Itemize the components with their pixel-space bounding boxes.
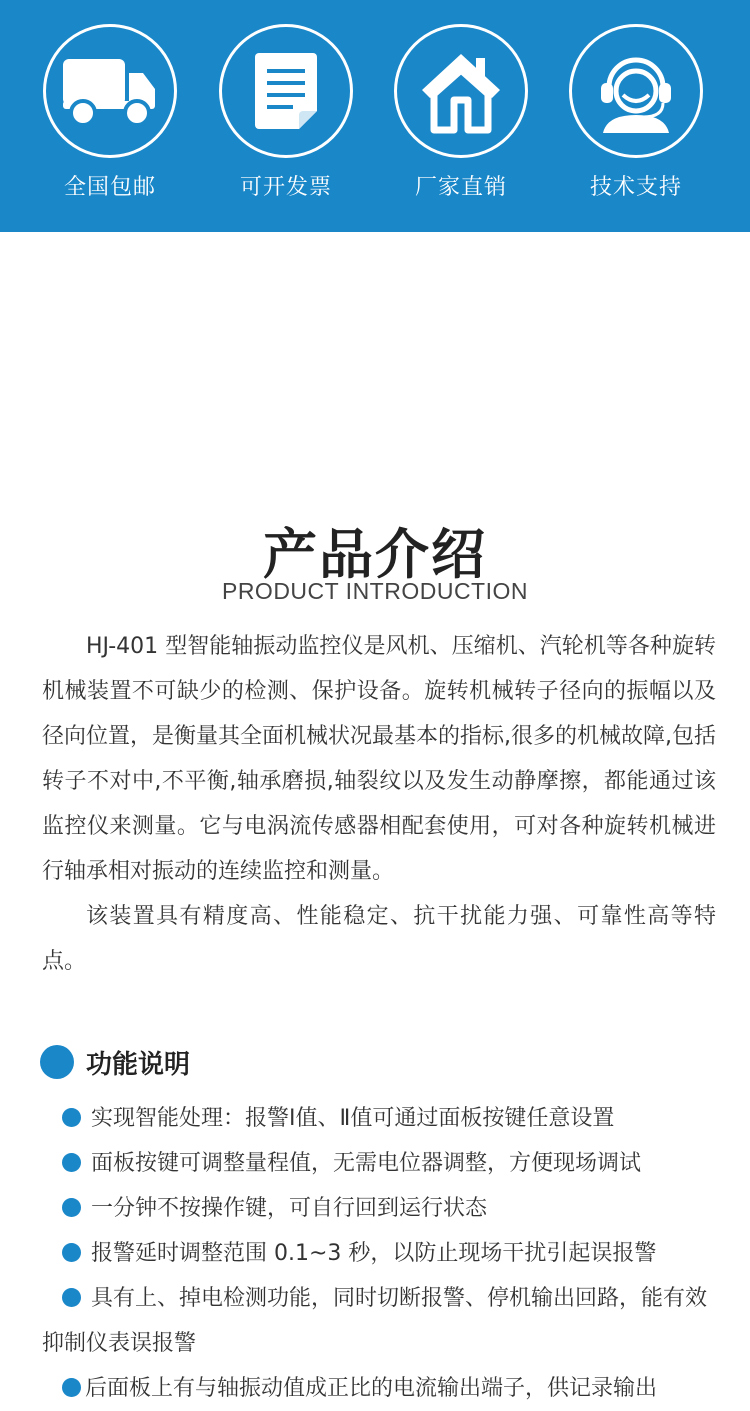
- list-item: [42, 1366, 716, 1411]
- feature-label: 技术支持: [589, 175, 682, 200]
- feature-circle: [219, 24, 353, 158]
- list-item-text: 面板按键可调整量程值，无需电位器调整，方便现场调试: [91, 1151, 642, 1176]
- list-item-text: 具有上、掉电检测功能，同时切断报警、停机输出回路，能有效抑制仪表误报警: [42, 1286, 708, 1356]
- list-item-text: 报警延时调整范围 0.1~3 秒，以防止现场干扰引起误报警: [91, 1241, 657, 1266]
- feature-circle: [43, 24, 177, 158]
- feature-tech-support: [566, 24, 706, 201]
- list-item: [42, 1096, 716, 1141]
- house-icon: [416, 48, 506, 134]
- functions-list: [42, 1096, 716, 1411]
- list-item: [42, 1231, 716, 1276]
- bullet-icon: [62, 1153, 81, 1172]
- feature-invoice: [216, 24, 356, 201]
- bullet-icon: [62, 1198, 81, 1217]
- list-item-text: 实现智能处理：报警Ⅰ值、Ⅱ值可通过面板按键任意设置: [91, 1106, 615, 1131]
- feature-label: 可开发票: [239, 175, 332, 200]
- bullet-icon: [62, 1243, 81, 1262]
- list-item: [42, 1276, 716, 1366]
- bullet-icon: [62, 1288, 81, 1307]
- intro-paragraph: HJ-401 型智能轴振动监控仪是风机、压缩机、汽轮机等各种旋转机械装置不可缺少的检测、保护设备。旋转机械转子径向的振幅以及径向位置，是衡量其全面机械状况最基本的指标,很多的机械故障,包括转子不对中,不平衡,轴承磨损,轴裂纹以及发生动静摩擦，都能通过该监控仪来测量。它与电涡流传感器相配套使用，可对各种旋转机械进行轴承相对振动的连续监控和测量。: [42, 634, 716, 884]
- truck-icon: [61, 55, 159, 127]
- bullet-icon: [62, 1378, 81, 1397]
- list-item: [42, 1141, 716, 1186]
- list-item-text: 后面板上有与轴振动值成正比的电流输出端子，供记录输出: [85, 1376, 658, 1401]
- support-agent-icon: [593, 47, 679, 135]
- bullet-icon: [62, 1108, 81, 1127]
- bullet-icon: [40, 1045, 74, 1079]
- feature-free-shipping: [40, 24, 180, 201]
- feature-circle: [394, 24, 528, 158]
- intro-text: [42, 624, 716, 984]
- feature-circle: [569, 24, 703, 158]
- section-title: 产品介绍: [263, 523, 487, 586]
- invoice-icon: [253, 51, 319, 131]
- feature-factory-direct: [391, 24, 531, 201]
- list-item: [42, 1186, 716, 1231]
- section-subtitle: PRODUCT INTRODUCTION: [221, 578, 528, 604]
- intro-paragraph: 该装置具有精度高、性能稳定、抗干扰能力强、可靠性高等特点。: [42, 904, 716, 974]
- functions-title: 功能说明: [86, 1049, 191, 1080]
- functions-header: [40, 1042, 190, 1082]
- list-item-text: 一分钟不按操作键，可自行回到运行状态: [91, 1196, 488, 1221]
- feature-label: 厂家直销: [414, 175, 507, 200]
- feature-banner: [0, 0, 750, 232]
- feature-label: 全国包邮: [63, 175, 156, 200]
